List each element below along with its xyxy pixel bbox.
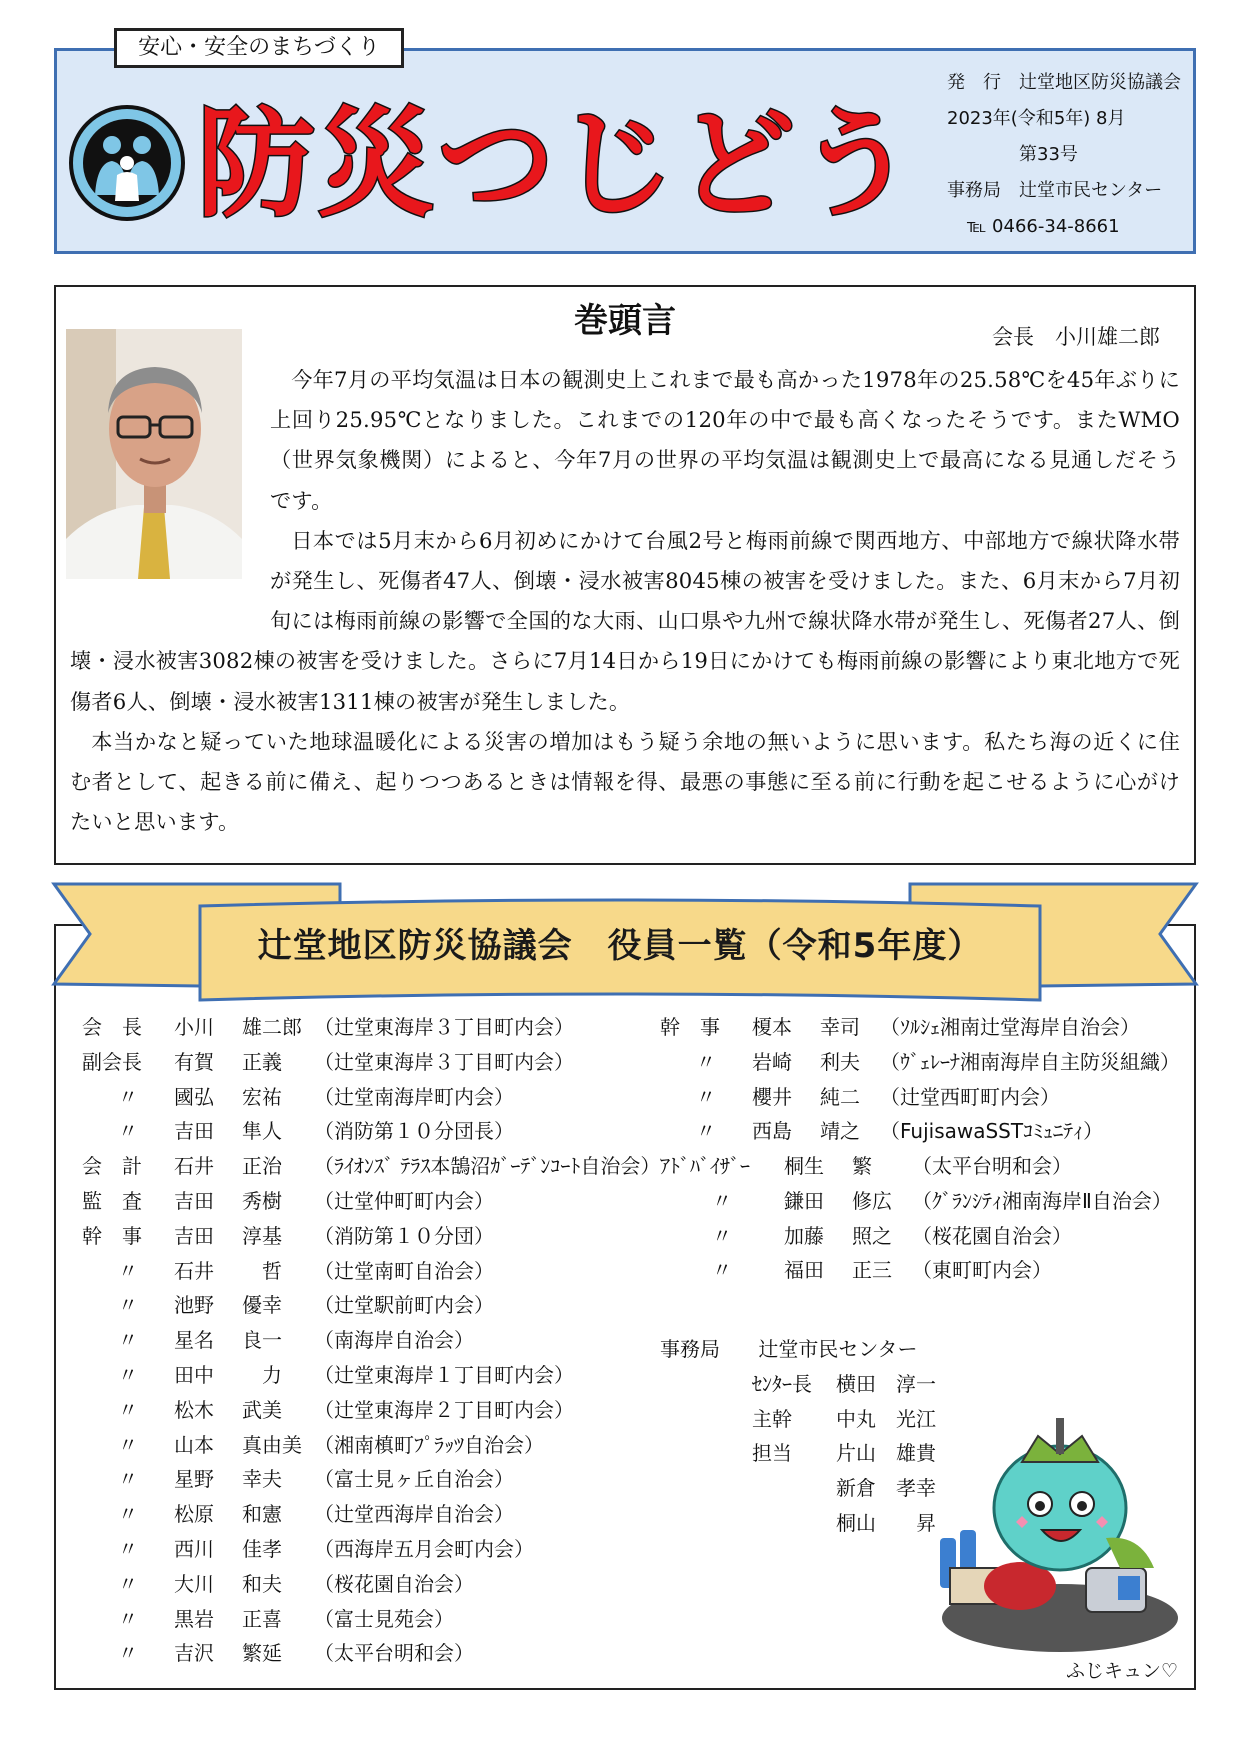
officer-role: 〃 xyxy=(118,1328,138,1353)
staff-list xyxy=(660,1367,936,1541)
officer-given-name: 修広 xyxy=(852,1188,892,1213)
foreword-body xyxy=(70,360,1180,842)
officer-row xyxy=(82,1045,660,1080)
officer-given-name: 優幸 xyxy=(242,1293,282,1318)
officer-role: 会 長 xyxy=(82,1015,142,1039)
officer-organization: （消防第１０分団） xyxy=(314,1223,494,1248)
officer-organization: （辻堂西町町内会） xyxy=(880,1084,1060,1109)
masthead xyxy=(54,48,1196,254)
officer-row xyxy=(660,1219,1172,1254)
staff-role: 担当 xyxy=(752,1441,792,1466)
officer-given-name: 哲 xyxy=(242,1258,282,1283)
officer-role: 〃 xyxy=(118,1536,138,1561)
officer-given-name: 正三 xyxy=(852,1258,892,1283)
officer-given-name: 淳基 xyxy=(242,1223,282,1248)
staff-row xyxy=(660,1506,936,1541)
officer-organization: （南海岸自治会） xyxy=(314,1328,474,1353)
officer-row xyxy=(82,1288,660,1323)
officer-surname: 松木 xyxy=(174,1397,214,1422)
officer-row xyxy=(82,1114,660,1149)
officer-role: 監 査 xyxy=(82,1188,142,1213)
officer-surname: 西川 xyxy=(174,1536,214,1561)
officer-organization: （辻堂東海岸３丁目町内会） xyxy=(314,1049,574,1074)
foreword-paragraph-2: 日本では5月末から6月初めにかけて台風2号と梅雨前線で関西地方、中部地方で線状降水帯が発生し、死傷者47人、倒壊・浸水被害8045棟の被害を受けました。また、6月末から7月初旬には梅雨前線の影響で全国的な大雨、山口県や九州で線状降水帯が発生し、死傷者27人、倒壊・浸水被害3082棟の被害を受けました。さらに7月14日から19日にかけても梅雨前線の影響により東北地方で死傷者6人、倒壊・浸水被害1311棟の被害が発生しました。 xyxy=(70,527,1180,714)
officer-surname: 有賀 xyxy=(174,1049,214,1074)
officer-row xyxy=(82,1254,660,1289)
officer-surname: 桐生 xyxy=(784,1154,824,1178)
officer-row xyxy=(660,1114,1180,1149)
officer-given-name: 靖之 xyxy=(820,1119,860,1144)
officer-organization: （FujisawaSSTｺﾐｭﾆﾃｨ） xyxy=(880,1119,1104,1144)
officers-left-column xyxy=(82,1010,660,1671)
officer-organization: （太平台明和会） xyxy=(314,1641,474,1666)
slogan-box: 安心・安全のまちづくり xyxy=(114,28,404,68)
staff-role: 主幹 xyxy=(752,1406,792,1431)
officer-row xyxy=(82,1602,660,1637)
newsletter-title: 防災つじどう xyxy=(197,95,918,233)
officer-surname: 松原 xyxy=(174,1502,214,1527)
foreword-title: 巻頭言 xyxy=(574,301,676,341)
officer-organization: （太平台明和会） xyxy=(912,1154,1072,1178)
officer-organization: （辻堂仲町町内会） xyxy=(314,1188,494,1213)
staff-name: 横田 淳一 xyxy=(836,1371,936,1396)
officer-row xyxy=(82,1393,660,1428)
officer-surname: 榎本 xyxy=(752,1015,792,1039)
officer-surname: 吉沢 xyxy=(174,1641,214,1666)
officer-given-name: 雄二郎 xyxy=(242,1015,302,1039)
officer-organization: （西海岸五月会町内会） xyxy=(314,1536,534,1561)
officer-role: 〃 xyxy=(712,1223,732,1248)
officer-given-name: 和憲 xyxy=(242,1502,282,1527)
officer-role: 〃 xyxy=(118,1571,138,1596)
officer-surname: 石井 xyxy=(174,1154,214,1179)
office-name: 事務局 辻堂市民センター xyxy=(947,180,1163,201)
officer-organization: （辻堂東海岸３丁目町内会） xyxy=(314,1015,574,1039)
officer-role: 幹 事 xyxy=(82,1223,142,1248)
officer-surname: 國弘 xyxy=(174,1084,214,1109)
officer-given-name: 宏祐 xyxy=(242,1084,282,1109)
officer-role: 〃 xyxy=(118,1502,138,1527)
officer-organization: （辻堂東海岸１丁目町内会） xyxy=(314,1362,574,1387)
officer-organization: （ｿﾙｼｪ湘南辻堂海岸自治会） xyxy=(880,1015,1140,1039)
officer-surname: 星野 xyxy=(174,1467,214,1492)
officer-row xyxy=(82,1219,660,1254)
officer-row xyxy=(82,1497,660,1532)
office-staff xyxy=(660,1332,936,1541)
officer-row xyxy=(82,1532,660,1567)
issue-date: 2023年(令和5年) 8月 xyxy=(947,108,1126,129)
officer-given-name: 利夫 xyxy=(820,1049,860,1074)
office-name: 辻堂市民センター xyxy=(758,1337,918,1361)
officer-organization: （辻堂西海岸自治会） xyxy=(314,1502,514,1527)
mascot-caption: ふじキュン♡ xyxy=(1066,1660,1179,1682)
officer-role: 〃 xyxy=(118,1084,138,1109)
officers-right-column xyxy=(660,1010,1180,1149)
officer-organization: （桜花園自治会） xyxy=(314,1571,474,1596)
officer-organization: （東町町内会） xyxy=(912,1258,1052,1283)
officer-organization: （辻堂南町自治会） xyxy=(314,1258,494,1283)
officer-given-name: 隼人 xyxy=(242,1119,282,1144)
officer-surname: 櫻井 xyxy=(752,1084,792,1109)
officer-role: 〃 xyxy=(118,1606,138,1631)
officer-given-name: 秀樹 xyxy=(242,1188,282,1213)
officer-organization: （湘南槙町ﾌﾟﾗｯﾂ自治会） xyxy=(314,1432,544,1457)
officer-organization: （ﾗｲｵﾝｽﾞ ﾃﾗｽ本鵠沼ｶﾞｰﾃﾞﾝｺｰﾄ自治会） xyxy=(314,1154,661,1179)
issue-number: 第33号 xyxy=(1019,144,1078,165)
foreword-paragraph-3: 本当かなと疑っていた地球温暖化による災害の増加はもう疑う余地の無いように思います。私たち海の近くに住む者として、起きる前に備え、起りつつあるときは情報を得、最悪の事態に至る前に行動を起こせるように心がけたいと思います。 xyxy=(70,728,1180,835)
telephone: ℡ 0466-34-8661 xyxy=(967,216,1120,237)
foreword-section xyxy=(54,285,1196,865)
officer-given-name: 照之 xyxy=(852,1223,892,1248)
officer-given-name: 和夫 xyxy=(242,1571,282,1596)
officer-surname: 小川 xyxy=(174,1015,214,1039)
officer-row xyxy=(82,1428,660,1463)
officer-given-name: 佳孝 xyxy=(242,1536,282,1561)
staff-row xyxy=(660,1436,936,1471)
officer-organization: （消防第１０分団長） xyxy=(314,1119,514,1144)
officer-given-name: 正喜 xyxy=(242,1606,282,1631)
officer-organization: （富士見苑会） xyxy=(314,1606,454,1631)
officer-row xyxy=(82,1567,660,1602)
officer-role: 〃 xyxy=(118,1258,138,1283)
officer-surname: 池野 xyxy=(174,1293,214,1318)
officer-row xyxy=(82,1080,660,1115)
officer-organization: （辻堂南海岸町内会） xyxy=(314,1084,514,1109)
officer-given-name: 繁 xyxy=(852,1154,872,1178)
officer-role: ｱﾄﾞﾊﾞｲｻﾞｰ xyxy=(660,1154,750,1178)
officer-row xyxy=(82,1323,660,1358)
family-shield-logo-icon xyxy=(67,103,187,223)
officer-role: 〃 xyxy=(118,1432,138,1457)
officer-given-name: 繁延 xyxy=(242,1641,282,1666)
officer-surname: 吉田 xyxy=(174,1223,214,1248)
officer-row xyxy=(82,1010,660,1045)
officer-given-name: 正義 xyxy=(242,1049,282,1074)
staff-row xyxy=(660,1402,936,1437)
staff-name: 中丸 光江 xyxy=(836,1406,936,1431)
fujikyun-mascot xyxy=(910,1418,1180,1658)
staff-row xyxy=(660,1367,936,1402)
officer-role: 〃 xyxy=(712,1258,732,1283)
staff-role: ｾﾝﾀｰ長 xyxy=(752,1371,812,1396)
officer-row xyxy=(660,1253,1172,1288)
staff-name: 片山 雄貴 xyxy=(836,1441,936,1466)
officer-row xyxy=(660,1184,1172,1219)
officer-role: 〃 xyxy=(118,1293,138,1318)
officer-role: 〃 xyxy=(118,1467,138,1492)
officer-row xyxy=(660,1149,1172,1184)
officer-given-name: 力 xyxy=(242,1362,282,1387)
officer-row xyxy=(660,1010,1180,1045)
officer-surname: 田中 xyxy=(174,1362,214,1387)
officer-organization: （辻堂駅前町内会） xyxy=(314,1293,494,1318)
officer-surname: 星名 xyxy=(174,1328,214,1353)
officer-surname: 西島 xyxy=(752,1119,792,1144)
officer-surname: 大川 xyxy=(174,1571,214,1596)
officer-surname: 岩崎 xyxy=(752,1049,792,1074)
officer-role: 〃 xyxy=(696,1049,716,1074)
officer-role: 副会長 xyxy=(82,1049,142,1074)
officer-row xyxy=(82,1149,660,1184)
officer-role: 〃 xyxy=(696,1084,716,1109)
officer-surname: 石井 xyxy=(174,1258,214,1283)
officer-row xyxy=(82,1462,660,1497)
photo-spacer xyxy=(70,360,270,604)
officer-surname: 福田 xyxy=(784,1258,824,1283)
officer-role: 〃 xyxy=(118,1397,138,1422)
officer-row xyxy=(82,1636,660,1671)
foreword-author: 会長 小川雄二郎 xyxy=(992,325,1160,349)
officer-surname: 鎌田 xyxy=(784,1188,824,1213)
publisher: 発 行 辻堂地区防災協議会 xyxy=(947,72,1181,93)
officer-organization: （桜花園自治会） xyxy=(912,1223,1072,1248)
officer-role: 〃 xyxy=(696,1119,716,1144)
officer-given-name: 幸司 xyxy=(820,1015,860,1039)
staff-name: 新倉 孝幸 xyxy=(836,1476,936,1501)
officer-role: 〃 xyxy=(118,1362,138,1387)
officer-role: 〃 xyxy=(118,1641,138,1666)
officer-row xyxy=(660,1080,1180,1115)
officer-row xyxy=(82,1358,660,1393)
officer-role: 〃 xyxy=(712,1188,732,1213)
officer-role: 〃 xyxy=(118,1119,138,1144)
foreword-paragraph-1: 今年7月の平均気温は日本の観測史上これまで最も高かった1978年の25.58℃を45年ぶりに上回り25.95℃となりました。これまでの120年の中で最も高くなったそうです。またWMO（世界気象機関）によると、今年7月の世界の平均気温は観測史上で最高になる見通しだそうです。 xyxy=(270,367,1180,513)
officer-given-name: 幸夫 xyxy=(242,1467,282,1492)
officer-given-name: 良一 xyxy=(242,1328,282,1353)
officer-organization: （ｳﾞｪﾚｰﾅ湘南海岸自主防災組織） xyxy=(880,1049,1180,1074)
staff-row xyxy=(660,1471,936,1506)
officer-given-name: 真由美 xyxy=(242,1432,302,1457)
officer-given-name: 武美 xyxy=(242,1397,282,1422)
officer-organization: （辻堂東海岸２丁目町内会） xyxy=(314,1397,574,1422)
officer-given-name: 正治 xyxy=(242,1154,282,1179)
officer-surname: 吉田 xyxy=(174,1119,214,1144)
officer-organization: （富士見ヶ丘自治会） xyxy=(314,1467,514,1492)
officer-role: 会 計 xyxy=(82,1154,142,1179)
publication-info xyxy=(947,65,1181,245)
staff-name: 桐山 昇 xyxy=(836,1510,936,1535)
officer-surname: 吉田 xyxy=(174,1188,214,1213)
officers-title: 辻堂地区防災協議会 役員一覧（令和5年度） xyxy=(257,926,983,966)
office-label: 事務局 xyxy=(660,1337,720,1361)
officer-surname: 山本 xyxy=(174,1432,214,1457)
officer-given-name: 純二 xyxy=(820,1084,860,1109)
officer-row xyxy=(660,1045,1180,1080)
officer-organization: （ｸﾞﾗﾝｼﾃｨ湘南海岸Ⅱ自治会） xyxy=(912,1188,1172,1213)
officer-surname: 加藤 xyxy=(784,1223,824,1248)
officer-role: 幹 事 xyxy=(660,1015,720,1039)
officer-surname: 黒岩 xyxy=(174,1606,214,1631)
advisors-column xyxy=(660,1149,1172,1288)
officer-row xyxy=(82,1184,660,1219)
